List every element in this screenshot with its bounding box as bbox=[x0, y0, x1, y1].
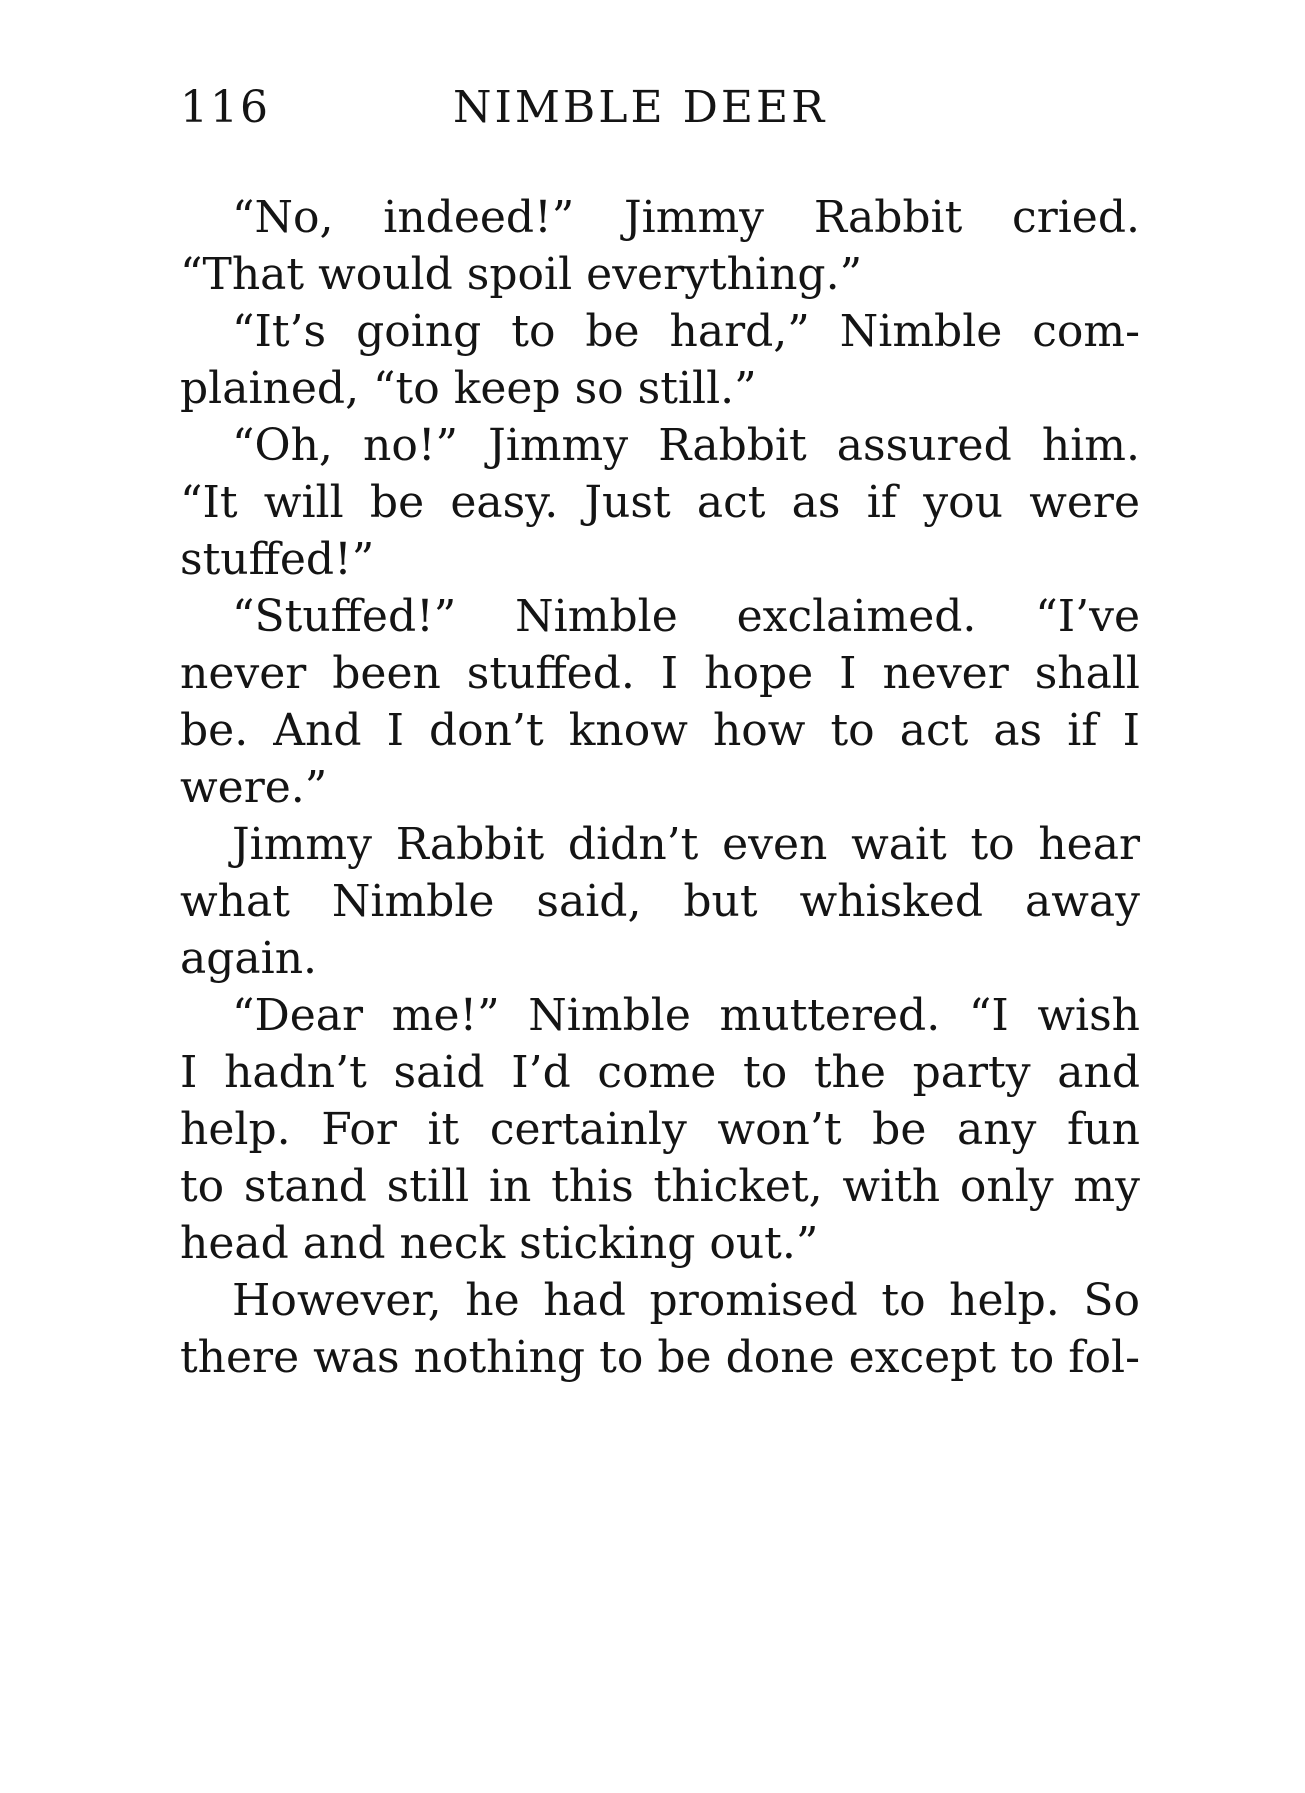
text-line: never been stuffed. I hope I never shall bbox=[180, 648, 1140, 699]
text-line: plained, “to keep so still.” bbox=[180, 363, 757, 414]
text-line: help. For it certainly won’t be any fun bbox=[180, 1104, 1140, 1155]
text-line: again. bbox=[180, 933, 318, 984]
text-line: what Nimble said, but whisked away bbox=[180, 876, 1140, 927]
text-line: However, he had promised to help. So bbox=[232, 1275, 1140, 1326]
text-line: Jimmy Rabbit didn’t even wait to hear bbox=[232, 819, 1140, 870]
text-line: there was nothing to be done except to fol- bbox=[180, 1332, 1140, 1383]
text-line: be. And I don’t know how to act as if I bbox=[180, 705, 1140, 756]
text-line: “Dear me!” Nimble muttered. “I wish bbox=[232, 990, 1140, 1041]
page-number: 116 bbox=[180, 82, 270, 133]
page-header bbox=[180, 82, 1140, 152]
text-line: “It’s going to be hard,” Nimble com- bbox=[232, 306, 1140, 357]
running-title: NIMBLE DEER bbox=[453, 82, 828, 133]
text-line: stuffed!” bbox=[180, 534, 375, 585]
text-line: “That would spoil everything.” bbox=[180, 249, 863, 300]
text-line: I hadn’t said I’d come to the party and bbox=[180, 1047, 1140, 1098]
text-line: were.” bbox=[180, 762, 328, 813]
text-line: “It will be easy. Just act as if you were bbox=[180, 477, 1140, 528]
text-line: to stand still in this thicket, with only my bbox=[180, 1161, 1140, 1212]
text-line: “No, indeed!” Jimmy Rabbit cried. bbox=[232, 192, 1140, 243]
text-line: head and neck sticking out.” bbox=[180, 1218, 819, 1269]
text-line: “Oh, no!” Jimmy Rabbit assured him. bbox=[232, 420, 1140, 471]
text-line: “Stuffed!” Nimble exclaimed. “I’ve bbox=[232, 591, 1140, 642]
